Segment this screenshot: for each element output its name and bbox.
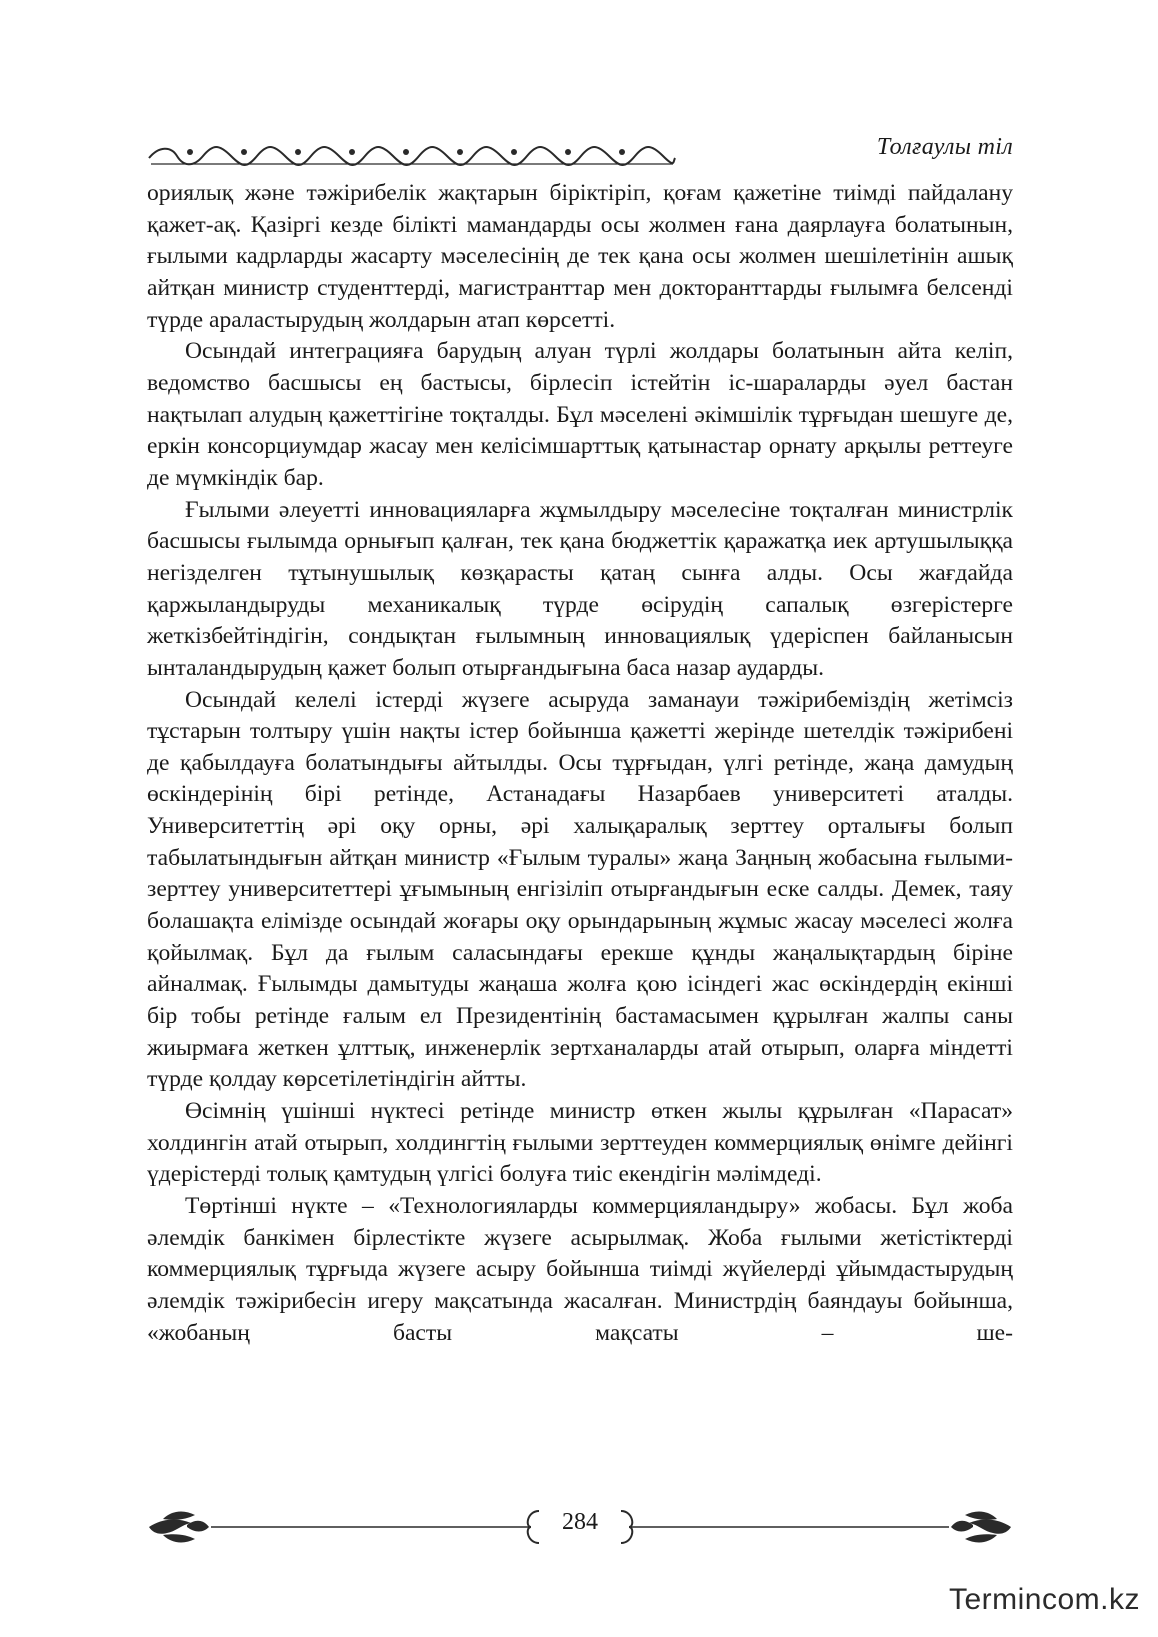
watermark-text: Termincom.kz bbox=[948, 1583, 1140, 1616]
body-text bbox=[147, 178, 1013, 1349]
paragraph-1: ориялық және тәжірибелік жақтарын біріктіріп, қоғам қажетіне тиімді пайдалану қажет-ақ. Қазіргі кезде білікті мамандарды осы жолмен ғана даярлауға болатынын, ғылыми кадрларды жасарту мәселесінің де тек қана осы жолмен шешілетінін ашық айтқан министр студенттерді, магистранттар мен докторанттарды ғылымға белсенді түрде араластырудың жолдарын атап көрсетті. bbox=[147, 180, 1013, 333]
page-number: 284 bbox=[562, 1509, 598, 1535]
paragraph-4: Осындай келелі істерді жүзеге асыруда заманауи тәжірибеміздің жетімсіз тұстарын толтыру үшін нақты істер бойынша қажетті жерінде шетелдік тәжірибені де қабылдауға болатындығы айтылды. Осы тұрғыдан, үлгі ретінде, жаңа дамудың өскіндерінің бірі ретінде, Астанадағы Назарбаев университеті аталды. Университеттің әрі оқу орны, әрі халықаралық зерттеу орталығы болып табылатындығын айтқан министр «Ғылым туралы» жаңа Заңның жобасына ғылыми-зерттеу университеттері ұғымының енгізіліп отырғандығын еске салды. Демек, таяу болашақта елімізде осындай жоғары оқу орындарының жұмыс жасау мәселесі жолға қойылмақ. Бұл да ғылым саласындағы ерекше құнды жаңалықтардың біріне айналмақ. Ғылымды дамытуды жаңаша жолға қою ісіндегі жас өскіндердің екінші бір тобы ретінде ғалым ел Президентінің бастамасымен құрылған жалпы саны жиырмаға жеткен ұлттық, инженерлік зертханаларды атай отырып, оларға міндетті түрде қолдау көрсетілетіндігін айтты. bbox=[147, 686, 1013, 1093]
page-footer bbox=[147, 1505, 1013, 1551]
header-title: Толғаулы тіл bbox=[876, 134, 1013, 160]
paragraph-5: Өсімнің үшінші нүктесі ретінде министр өткен жылы құрылған «Парасат» холдингін атай отырып, холдингтің ғылыми зерттеуден коммерциялық өнімге дейінгі үдерістерді толық қамтудың үлгісі болуға тиіс екендігін мәлімдеді. bbox=[147, 1098, 1013, 1188]
paragraph-3: Ғылыми әлеуетті инновацияларға жұмылдыру мәселесіне тоқталған министрлік басшысы ғылымда орнығып қалған, тек қана бюджеттік қаражатқа иек артушылыққа негізделген тұтынушылық көзқарасты қатаң сынға алды. Осы жағдайда қаржыландыруды механикалық түрде өсірудің сапалық өзгерістерге жеткізбейтіндігін, сондықтан ғылымның инновациялық үдеріспен байланысын ынталандырудың қажет болып отырғандығына баса назар аударды. bbox=[147, 496, 1013, 681]
paragraph-2: Осындай интеграцияға барудың алуан түрлі жолдары болатынын айта келіп, ведомство басшысы ең бастысы, бірлесіп істейтін іс-шараларды әуел бастан нақтылап алудың қажеттігіне тоқталды. Бұл мәселені әкімшілік тұрғыдан шешуге де, еркін консорциумдар жасау мен келісімшарттық қатынастар орнату арқылы реттеуге де мүмкіндік бар. bbox=[147, 338, 1013, 491]
running-header bbox=[147, 128, 1013, 172]
paragraph-6: Төртінші нүкте – «Технологияларды коммерцияландыру» жобасы. Бұл жоба әлемдік банкімен бірлестікте жүзеге асырылмақ. Жоба ғылыми жетістіктерді коммерциялық тұрғыда жүзеге асыру бойынша тиімді жүйелерді ұйымдастырудың әлемдік тәжірибесін игеру мақсатында жасалған. Министрдің баяндауы бойынша, «жобаның басты мақсаты – ше- bbox=[147, 1193, 1013, 1346]
header-ornament bbox=[147, 140, 677, 170]
